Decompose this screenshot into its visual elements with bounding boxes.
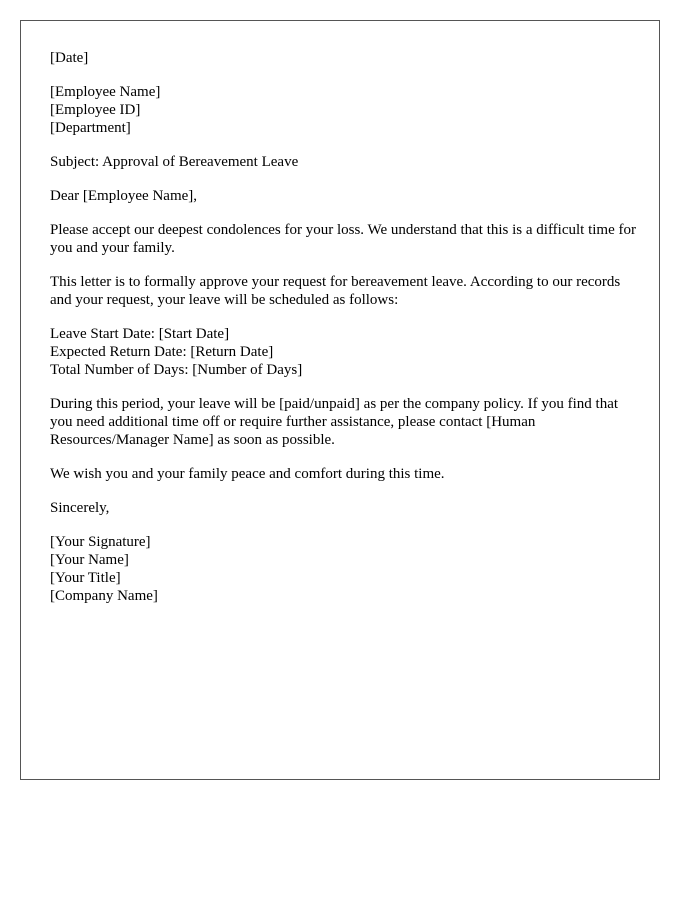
total-number-of-days: Total Number of Days: [Number of Days] [50, 362, 303, 378]
company-name: [Company Name] [50, 588, 158, 604]
recipient-block [50, 83, 640, 137]
leave-details-block [50, 325, 640, 379]
closing-block [50, 499, 640, 517]
letter-closing: Sincerely, [50, 500, 110, 516]
employee-department: [Department] [50, 120, 131, 136]
salutation-block [50, 187, 640, 205]
subject-block [50, 153, 640, 171]
signature-block [50, 533, 640, 605]
letter-salutation: Dear [Employee Name], [50, 188, 198, 204]
employee-name: [Employee Name] [50, 84, 161, 100]
sender-name: [Your Name] [50, 552, 129, 568]
sender-title: [Your Title] [50, 570, 121, 586]
sender-signature: [Your Signature] [50, 534, 151, 550]
letter-date: [Date] [50, 50, 89, 66]
expected-return-date: Expected Return Date: [Return Date] [50, 344, 274, 360]
date-block [50, 49, 640, 67]
letter-subject: Subject: Approval of Bereavement Leave [50, 154, 299, 170]
leave-start-date: Leave Start Date: [Start Date] [50, 326, 230, 342]
employee-id: [Employee ID] [50, 102, 141, 118]
wish-paragraph: We wish you and your family peace and comfort during this time. [50, 466, 445, 482]
policy-paragraph: During this period, your leave will be [paid/unpaid] as per the company policy. If you find that you need additional time off or require further assistance, please contact [Human Resources/Manager Name] as soon as possible. [50, 396, 619, 448]
letter-page [20, 20, 660, 780]
condolence-paragraph: Please accept our deepest condolences for your loss. We understand that this is a difficult time for you and your family. [50, 222, 636, 256]
letter-body [50, 49, 640, 621]
approval-paragraph: This letter is to formally approve your request for bereavement leave. According to our records and your request, your leave will be scheduled as follows: [50, 274, 621, 308]
